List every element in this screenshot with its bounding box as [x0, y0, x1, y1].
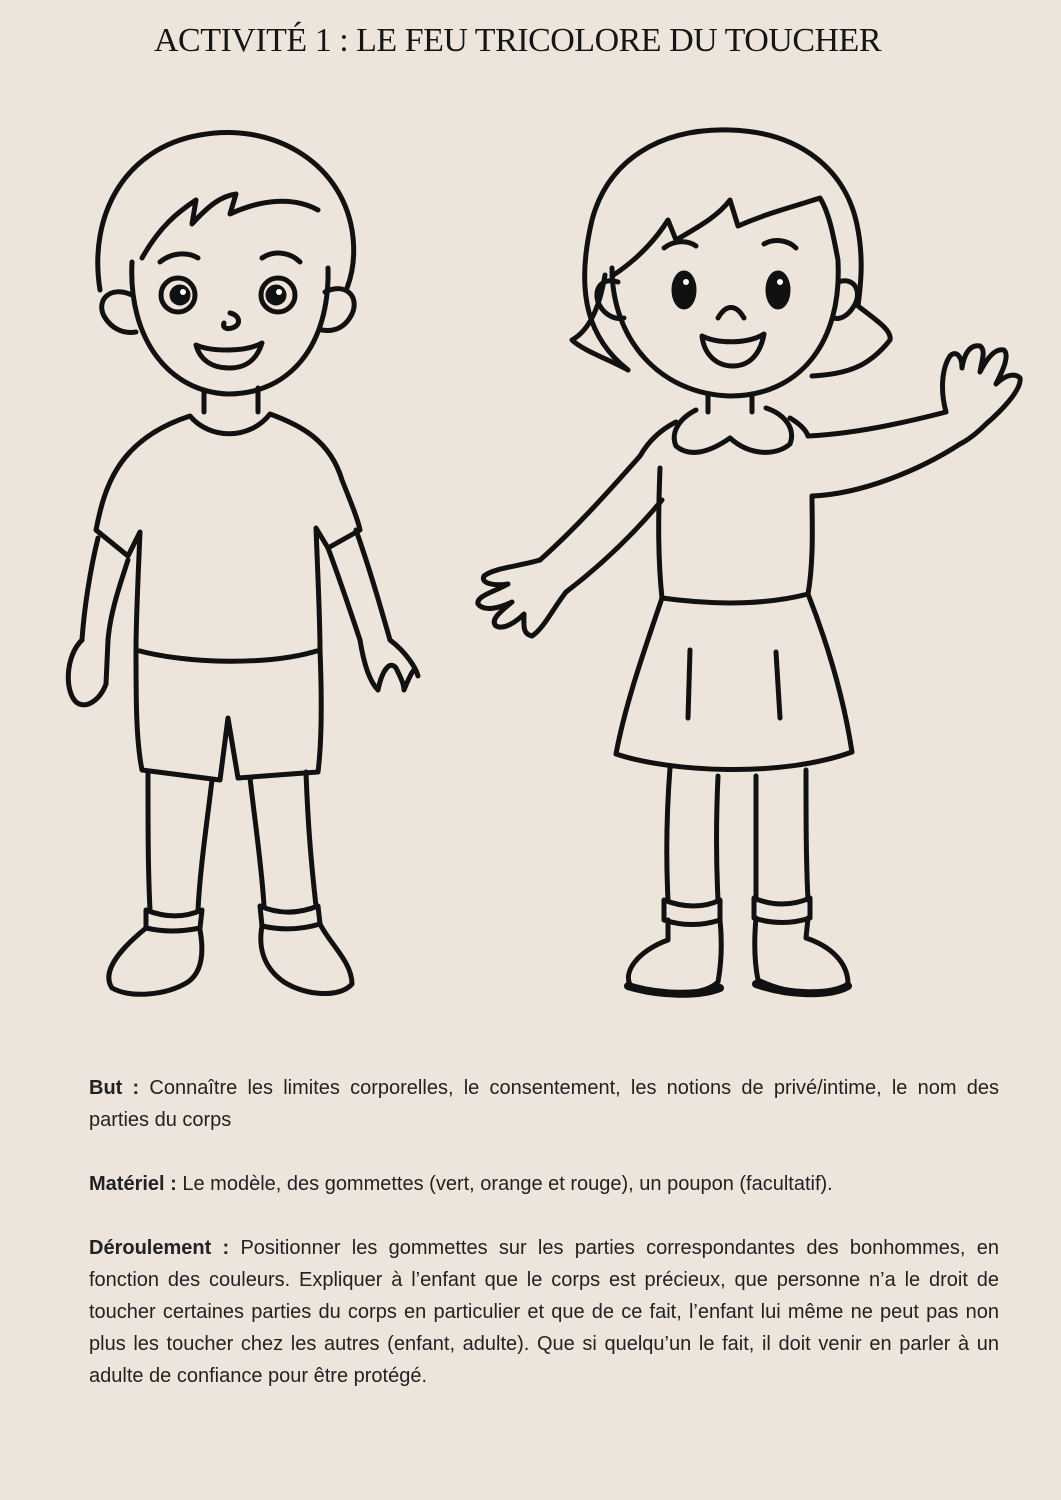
goal-label: But : — [89, 1077, 140, 1099]
boy-shoe-left — [109, 928, 202, 994]
girl-sock-left — [664, 900, 720, 925]
boy-brow-right — [262, 253, 300, 262]
procedure-label: Déroulement : — [89, 1237, 230, 1259]
girl-face — [612, 262, 838, 396]
boy-shoe-right — [261, 924, 352, 994]
girl-bangs — [612, 198, 838, 276]
girl-leg-right — [756, 770, 808, 900]
boy-mouth — [196, 343, 262, 368]
girl-eye-left — [674, 273, 694, 307]
girl-arm-left — [540, 456, 662, 592]
girl-leg-left — [667, 768, 718, 900]
boy-leg-right — [250, 772, 316, 906]
girl-nose — [718, 308, 744, 319]
girl-sock-right — [754, 898, 810, 923]
girl-arm-right — [808, 412, 960, 496]
material-paragraph — [89, 1168, 999, 1200]
girl-shoe-left — [628, 920, 721, 994]
material-label: Matériel : — [89, 1173, 177, 1195]
girl-collar — [674, 408, 791, 452]
girl-skirt — [616, 594, 852, 770]
boy-hand-right — [360, 640, 418, 690]
girl-figure — [478, 130, 1020, 994]
procedure-text: Positionner les gommettes sur les parties correspondantes des bonhommes, en fonction des couleurs. Expliquer à l’enfant que le corps est précieux, que personne n’a le droit de toucher certaines parties du corps en particulier et que de ce fait, l’enfant lui même ne peut pas non plus les toucher chez les autres (enfant, adulte). Que si quelqu’un le fait, il doit venir en parler à un adulte de confiance pour être protégé. — [89, 1237, 999, 1387]
boy-brow-left — [160, 254, 198, 262]
boy-ear-left — [102, 292, 136, 333]
girl-mouth — [702, 334, 764, 366]
page-title: ACTIVITÉ 1 : LE FEU TRICOLORE DU TOUCHER — [153, 22, 882, 59]
boy-leg-left — [148, 772, 212, 910]
girl-eye-right — [768, 273, 788, 307]
boy-figure — [68, 132, 418, 994]
boy-hair — [98, 132, 354, 290]
procedure-paragraph — [89, 1232, 999, 1392]
boy-shirt — [96, 414, 360, 661]
boy-nose — [223, 313, 238, 329]
boy-sock-right — [260, 906, 320, 929]
boy-arm-right — [328, 530, 390, 640]
girl-shoe-right — [755, 918, 848, 993]
girl-brow-right — [764, 241, 796, 248]
boy-shorts — [136, 650, 321, 780]
goal-text: Connaître les limites corporelles, le consentement, les notions de privé/intime, le nom des parties du corps — [89, 1077, 999, 1131]
material-text: Le modèle, des gommettes (vert, orange et rouge), un poupon (facultatif). — [182, 1173, 833, 1195]
girl-hand-left — [478, 560, 566, 636]
girl-brow-left — [664, 242, 696, 248]
girl-hand-right — [943, 346, 1021, 444]
goal-paragraph — [89, 1072, 999, 1136]
boy-sock-left — [146, 910, 202, 931]
boy-hand-left — [68, 640, 108, 705]
